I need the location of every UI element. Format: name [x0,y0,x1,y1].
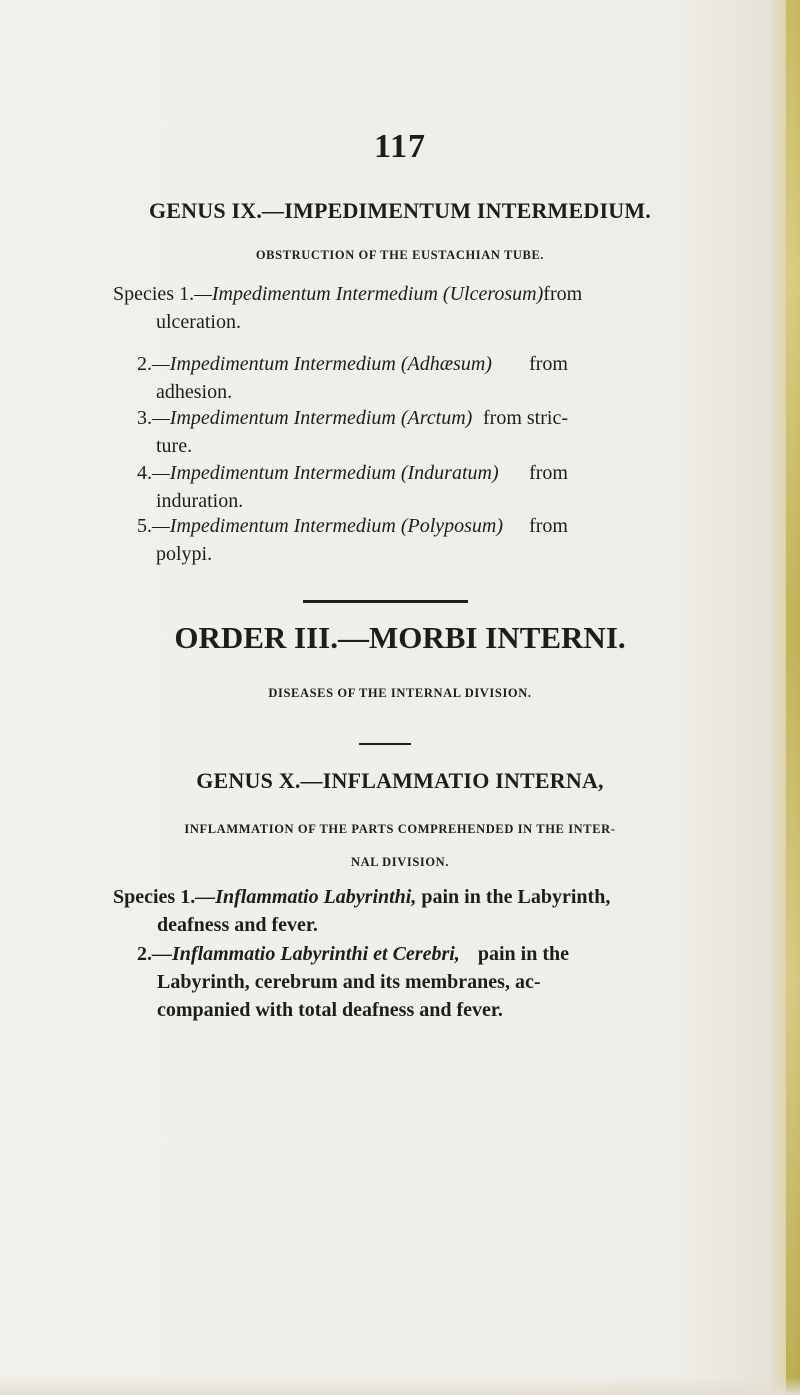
species-number: 2. [137,353,152,375]
species-number: 3. [137,407,152,429]
short-divider-rule [359,743,411,745]
section-divider-rule [303,600,468,603]
species-continuation: Labyrinth, cerebrum and its membranes, ac- [157,971,541,993]
genus-x-species-2 [137,940,569,1024]
species-name: —Impedimentum Intermedium (Induratum) [152,462,499,484]
genus-x-title: GENUS X.—INFLAMMATIO INTERNA, [196,768,604,793]
species-number: Species 1. [113,886,196,908]
species-number: 5. [137,515,152,537]
page-number: 117 [373,128,427,165]
species-description: pain in the [477,943,569,965]
species-from: from stric- [483,407,568,429]
genus-x-subtitle-line2: NAL DIVISION. [350,855,450,869]
genus-ix-species-1 [113,280,583,336]
genus-ix-species-2 [137,350,568,406]
order-iii-title: ORDER III.—MORBI INTERNI. [174,620,626,655]
species-name: —Impedimentum Intermedium (Ulcerosum) [194,283,544,305]
species-continuation: ulceration. [156,311,241,333]
species-number: 4. [137,462,152,484]
genus-x-species-1 [113,883,611,939]
species-continuation: deafness and fever. [157,914,318,936]
order-iii-subtitle: DISEASES OF THE INTERNAL DIVISION. [268,686,532,700]
genus-ix-species-5 [137,512,568,568]
species-name: —Impedimentum Intermedium (Adhæsum) [152,353,492,375]
species-name: —Inflammatio Labyrinthi et Cerebri, [152,943,460,965]
species-from: from [543,283,583,305]
genus-ix-species-4 [137,459,568,515]
genus-ix-species-3 [137,404,568,460]
species-name: —Impedimentum Intermedium (Arctum) [152,407,473,429]
genus-x-subtitle-line1: INFLAMMATION OF THE PARTS COMPREHENDED IN THE INTER- [184,822,616,836]
species-number: Species 1. [113,283,195,305]
species-from: from [529,462,568,484]
genus-ix-title: GENUS IX.—IMPEDIMENTUM INTERMEDIUM. [148,198,651,223]
species-from: from [529,353,568,375]
species-continuation: ture. [156,435,193,457]
species-number: 2. [137,943,152,965]
species-from: from [529,515,568,537]
species-continuation: induration. [156,490,244,512]
page-bottom-shade [0,1377,800,1395]
species-name: —Inflammatio Labyrinthi, [195,886,417,908]
genus-ix-subtitle: OBSTRUCTION OF THE EUSTACHIAN TUBE. [255,248,545,262]
species-continuation-2: companied with total deafness and fever. [157,999,503,1021]
species-name: —Impedimentum Intermedium (Polyposum) [152,515,504,537]
species-description: pain in the Labyrinth, [421,886,611,908]
species-continuation: adhesion. [156,381,233,403]
species-continuation: polypi. [156,543,213,565]
